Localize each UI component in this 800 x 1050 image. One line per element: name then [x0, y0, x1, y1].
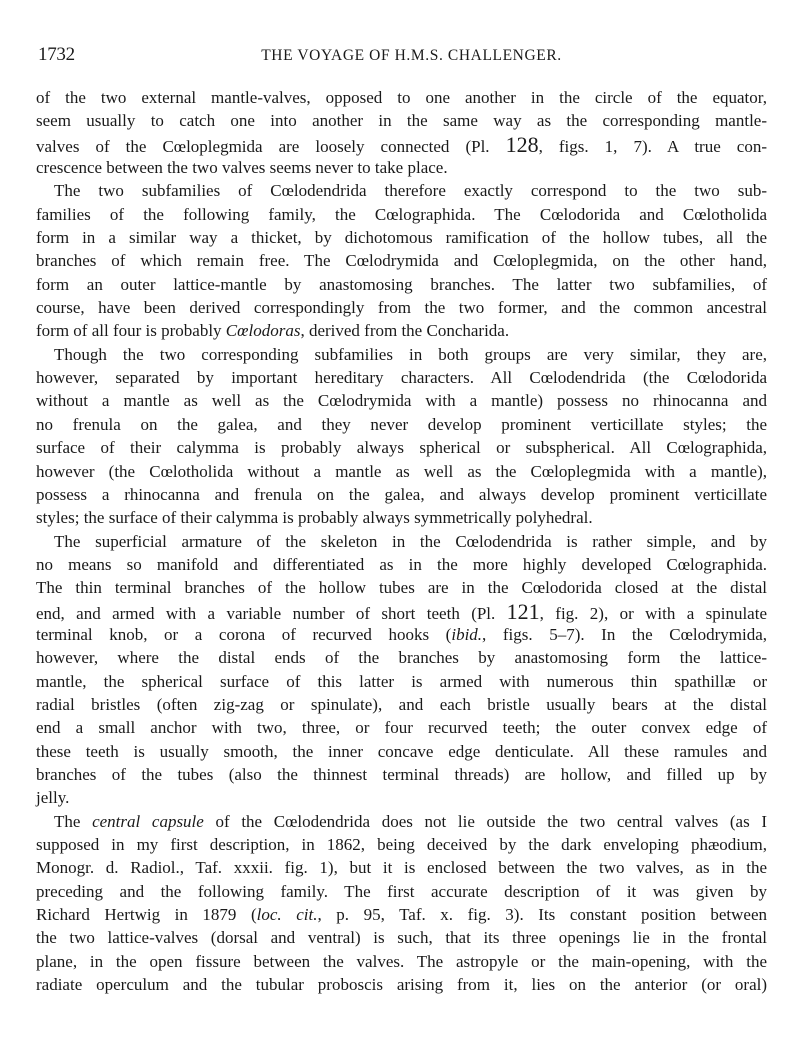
- text-segment: branches of the tubes (also the thinnest terminal threads) are hollow, and filled up by: [36, 764, 767, 784]
- text-line: [36, 716, 767, 739]
- text-segment: seem usually to catch one into another in the same way as the corresponding mantle-: [36, 111, 767, 131]
- text-segment: Richard Hertwig in 1879 (: [36, 905, 257, 925]
- text-segment: these teeth is usually smooth, the inner concave edge denticulate. All these ramules and: [36, 741, 767, 761]
- text-segment: form an outer lattice-mantle by anastomosing branches. The latter two subfamilies, of: [36, 274, 767, 294]
- text-segment: radial bristles (often zig-zag or spinulate), and each bristle usually bears at the distal: [36, 694, 767, 714]
- text-line: [36, 530, 767, 553]
- text-segment: radiate operculum and the tubular proboscis arising from it, lies on the anterior (or oral): [36, 975, 767, 995]
- text-segment: styles; the surface of their calymma is probably always symmetrically polyhedral.: [36, 508, 593, 528]
- text-segment: supposed in my first description, in 1862, being deceived by the dark enveloping phæodium,: [36, 835, 767, 854]
- text-segment: , figs. 5–7). In the Cœlodrymida,: [482, 624, 767, 644]
- text-segment: end a small anchor with two, three, or four recurved teeth; the outer convex edge of: [36, 718, 767, 738]
- plate-number: 121: [506, 598, 540, 624]
- text-line: [36, 389, 767, 412]
- plate-number: 128: [505, 131, 539, 157]
- text-line: [36, 109, 767, 132]
- text-segment: The: [54, 811, 93, 831]
- text-segment: form of all four is probably: [36, 321, 226, 341]
- text-line: [36, 506, 767, 529]
- text-line: [36, 273, 767, 296]
- text-segment: crescence between the two valves seems never to take place.: [36, 158, 448, 178]
- text-segment: end, and armed with a variable number of short teeth (Pl.: [36, 603, 507, 623]
- text-segment: mantle, the spherical surface of this latter is armed with numerous thin spathillæ or: [36, 671, 767, 691]
- text-segment: surface of their calymma is probably always spherical or subspherical. All Cœlographida,: [36, 438, 767, 458]
- running-title: THE VOYAGE OF H.M.S. CHALLENGER.: [261, 47, 562, 64]
- text-segment: possess a rhinocanna and frenula on the galea, and always develop prominent verticillate: [36, 484, 767, 504]
- text-segment: The thin terminal branches of the hollow tubes are in the Cœlodorida closed at the distal: [36, 578, 767, 598]
- text-line: [36, 903, 767, 926]
- text-line: [36, 973, 767, 996]
- text-line: [36, 483, 767, 506]
- text-segment: however (the Cœlotholida without a mantle as well as the Cœloplegmida with a mantle),: [36, 461, 767, 481]
- text-segment: no means so manifold and differentiated as in the more highly developed Cœlographida.: [36, 554, 767, 574]
- text-segment: Monogr. d. Radiol., Taf. xxxii. fig. 1), but it is enclosed between the two valves, as in the: [36, 858, 767, 878]
- italic-text: ibid.: [451, 624, 483, 644]
- text-line: [36, 366, 767, 389]
- text-line: [36, 249, 767, 272]
- page-number: 1732: [38, 44, 75, 65]
- text-line: [36, 950, 767, 973]
- text-segment: of the two external mantle-valves, opposed to one another in the circle of the equator,: [36, 88, 767, 107]
- text-segment: course, have been derived correspondingly from the two former, and the common ancestral: [36, 298, 767, 318]
- text-line: [36, 786, 767, 809]
- text-segment: , derived from the Concharida.: [300, 321, 510, 341]
- page-header: [36, 44, 767, 68]
- text-segment: valves of the Cœloplegmida are loosely connected (Pl.: [36, 136, 506, 156]
- text-segment: jelly.: [36, 788, 70, 808]
- text-line: [36, 226, 767, 249]
- text-line: [36, 413, 767, 436]
- text-segment: of the Cœlodendrida does not lie outside the two central valves (as I: [203, 811, 768, 831]
- text-line: [36, 600, 767, 623]
- italic-text: loc. cit.: [256, 905, 318, 925]
- text-segment: without a mantle as well as the Cœlodrymida with a mantle) possess no rhinocanna and: [36, 391, 767, 411]
- text-segment: , figs. 1, 7). A true con-: [538, 136, 767, 156]
- text-line: [36, 133, 767, 156]
- text-line: [36, 553, 767, 576]
- text-line: [36, 319, 767, 342]
- text-line: [36, 693, 767, 716]
- text-line: [36, 436, 767, 459]
- text-line: [36, 646, 767, 669]
- text-segment: no frenula on the galea, and they never develop prominent verticillate styles; the: [36, 414, 767, 434]
- text-line: [36, 763, 767, 786]
- text-segment: however, where the distal ends of the branches by anastomosing form the lattice-: [36, 648, 767, 668]
- text-line: [36, 623, 767, 646]
- text-segment: , fig. 2), or with a spinulate: [539, 603, 767, 623]
- text-line: [36, 833, 767, 856]
- text-line: [36, 343, 767, 366]
- text-segment: families of the following family, the Cœlographida. The Cœlodorida and Cœlotholida: [36, 204, 767, 224]
- text-line: [36, 203, 767, 226]
- text-line: [36, 156, 767, 179]
- text-line: [36, 670, 767, 693]
- text-segment: , p. 95, Taf. x. fig. 3). Its constant position between: [317, 905, 768, 925]
- text-segment: plane, in the open fissure between the valves. The astropyle or the main-opening, with the: [36, 951, 767, 971]
- text-line: [36, 460, 767, 483]
- text-segment: The two subfamilies of Cœlodendrida therefore exactly correspond to the two sub-: [54, 181, 767, 201]
- body-text: [36, 86, 767, 996]
- italic-text: central capsule: [92, 811, 204, 831]
- italic-text: Cœlodoras: [225, 321, 301, 341]
- text-line: [36, 856, 767, 879]
- text-segment: preceding and the following family. The first accurate description of it was given by: [36, 881, 767, 901]
- text-line: [36, 810, 767, 833]
- text-segment: Though the two corresponding subfamilies in both groups are very similar, they are,: [54, 344, 767, 364]
- text-line: [36, 880, 767, 903]
- text-line: [36, 576, 767, 599]
- text-line: [36, 740, 767, 763]
- text-segment: The superficial armature of the skeleton in the Cœlodendrida is rather simple, and by: [54, 531, 767, 551]
- text-segment: terminal knob, or a corona of recurved hooks (: [36, 624, 452, 644]
- text-line: [36, 296, 767, 319]
- text-segment: branches of which remain free. The Cœlodrymida and Cœloplegmida, on the other hand,: [36, 251, 767, 271]
- text-line: [36, 926, 767, 949]
- text-line: [36, 179, 767, 202]
- text-segment: form in a similar way a thicket, by dichotomous ramification of the hollow tubes, all the: [36, 228, 767, 248]
- text-segment: the two lattice-valves (dorsal and ventral) is such, that its three openings lie in the frontal: [36, 928, 767, 948]
- text-line: [36, 86, 767, 109]
- text-segment: however, separated by important hereditary characters. All Cœlodendrida (the Cœlodorida: [36, 368, 767, 388]
